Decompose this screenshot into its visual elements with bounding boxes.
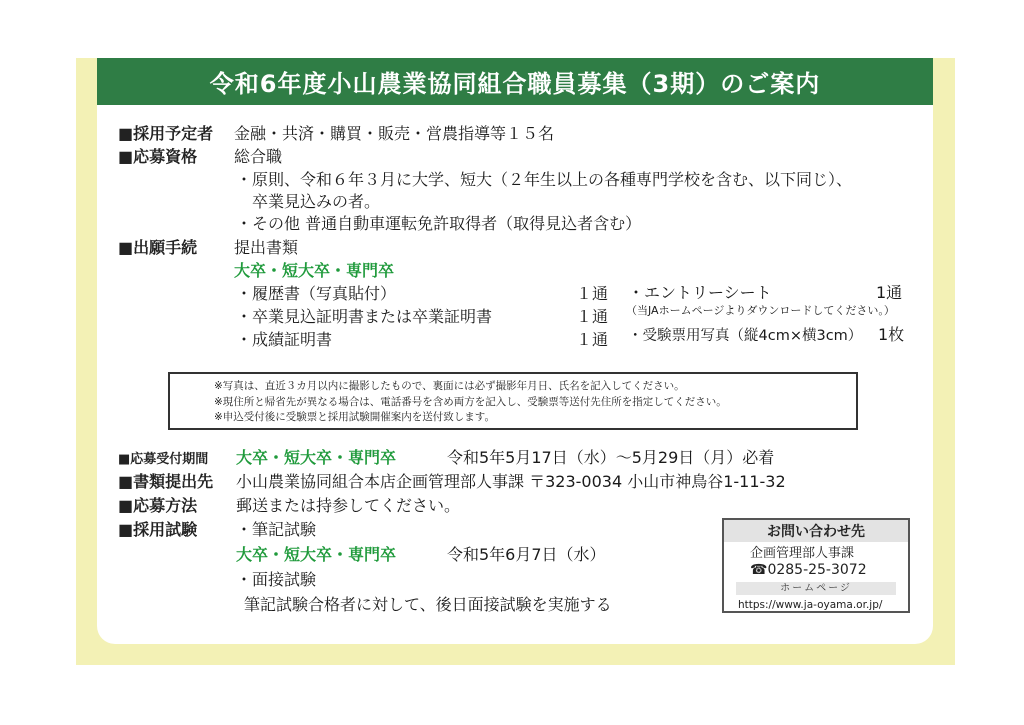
homepage-label: ホームページ bbox=[736, 582, 896, 595]
method-value: 郵送または持参してください。 bbox=[236, 496, 461, 515]
qualification-item2: ・その他 普通自動車運転免許取得者（取得見込者含む） bbox=[236, 214, 642, 233]
submission-value: 小山農業協同組合本店企画管理部人事課 〒323-0034 小山市神鳥谷1-11-32 bbox=[236, 472, 786, 491]
qualification-label: ■応募資格 bbox=[118, 147, 198, 166]
recruit-label: ■採用予定者 bbox=[118, 124, 214, 143]
note-line: ※申込受付後に受験票と採用試験開催案内を送付致します。 bbox=[214, 411, 495, 423]
qualification-value: 総合職 bbox=[234, 147, 283, 166]
doc-count: １通 bbox=[576, 330, 609, 349]
period-value: 令和5年5月17日（水）～5月29日（月）必着 bbox=[447, 448, 775, 467]
exam-interview: ・面接試験 bbox=[236, 570, 317, 589]
qualification-item1-line2: 卒業見込みの者。 bbox=[252, 192, 381, 211]
qualification-item1-line1: ・原則、令和６年３月に大学、短大（２年生以上の各種専門学校を含む、以下同じ）、 bbox=[236, 170, 853, 189]
doc-item: ・履歴書（写真貼付） bbox=[236, 284, 397, 303]
exam-category: 大卒・短大卒・専門卒 bbox=[236, 545, 397, 564]
exam-written-date: 令和5年6月7日（水） bbox=[447, 545, 606, 564]
photo-item: ・受験票用写真（縦4cm×横3cm） bbox=[628, 328, 863, 344]
photo-count: 1枚 bbox=[878, 325, 905, 344]
period-label: ■応募受付期間 bbox=[118, 452, 209, 467]
entry-sheet-note: （当JAホームページよりダウンロードしてください。） bbox=[626, 304, 895, 317]
entry-sheet-count: 1通 bbox=[876, 283, 903, 302]
procedure-value: 提出書類 bbox=[234, 238, 299, 257]
submission-label: ■書類提出先 bbox=[118, 472, 214, 491]
contact-box bbox=[722, 518, 910, 613]
homepage-url[interactable]: https://www.ja-oyama.or.jp/ bbox=[738, 599, 883, 611]
doc-item: ・卒業見込証明書または卒業証明書 bbox=[236, 307, 493, 326]
period-category: 大卒・短大卒・専門卒 bbox=[236, 448, 397, 467]
contact-phone: ☎0285-25-3072 bbox=[750, 562, 867, 578]
exam-interview-desc: 筆記試験合格者に対して、後日面接試験を実施する bbox=[244, 595, 612, 614]
method-label: ■応募方法 bbox=[118, 496, 198, 515]
doc-item: ・成績証明書 bbox=[236, 330, 333, 349]
note-line: ※写真は、直近３カ月以内に撮影したもので、裏面には必ず撮影年月日、氏名を記入してください。 bbox=[214, 380, 685, 392]
procedure-category: 大卒・短大卒・専門卒 bbox=[234, 261, 395, 280]
doc-count: １通 bbox=[576, 284, 609, 303]
contact-dept: 企画管理部人事課 bbox=[750, 546, 855, 561]
page-title: 令和6年度小山農業協同組合職員募集（3期）のご案内 bbox=[97, 58, 933, 105]
notes-box bbox=[168, 372, 858, 430]
note-line: ※現住所と帰省先が異なる場合は、電話番号を含め両方を記入し、受験票等送付先住所を指定してください。 bbox=[214, 395, 727, 408]
exam-label: ■採用試験 bbox=[118, 520, 198, 539]
contact-heading: お問い合わせ先 bbox=[724, 520, 908, 542]
doc-count: １通 bbox=[576, 307, 609, 326]
exam-written: ・筆記試験 bbox=[236, 520, 317, 539]
procedure-label: ■出願手続 bbox=[118, 238, 198, 257]
recruit-value: 金融・共済・購買・販売・営農指導等１５名 bbox=[234, 124, 555, 143]
entry-sheet: ・エントリーシート bbox=[628, 283, 772, 302]
